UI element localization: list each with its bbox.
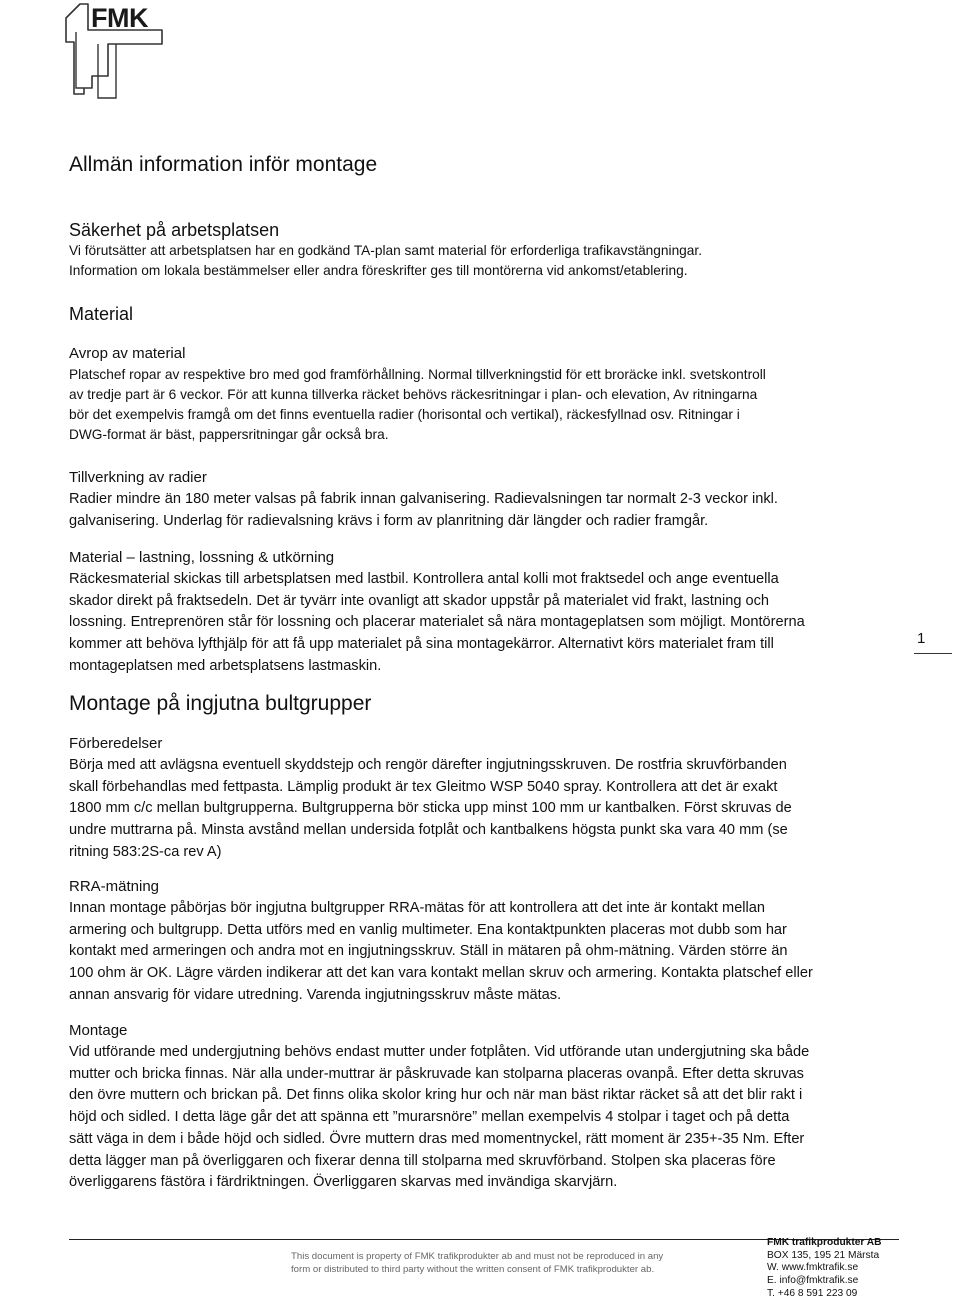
paragraph-line: DWG-format är bäst, pappersritningar går också bra.	[69, 427, 389, 442]
footer-contact	[767, 1237, 882, 1301]
paragraph-line: Innan montage påbörjas bör ingjutna bultgrupper RRA-mätas för att kontrollera att det inte är kontakt mellan	[69, 900, 766, 916]
subsection-title: Tillverkning av radier	[69, 469, 207, 486]
subsection-title: Avrop av material	[69, 345, 186, 362]
section-material	[69, 304, 899, 325]
company-address: BOX 135, 195 21 Märsta	[767, 1249, 880, 1261]
logo-text: FMK	[91, 3, 148, 33]
paragraph-line: bör det exempelvis framgå om det finns eventuella radier (horisontal och vertikal), räckesfyllnad osv. Ritningar i	[69, 407, 740, 422]
footer-disclaimer-line: form or distributed to third party without the written consent of FMK trafikprodukter ab.	[291, 1263, 655, 1275]
paragraph-line: Radier mindre än 180 meter valsas på fabrik innan galvanisering. Radievalsningen tar normalt 2-3 veckor inkl.	[69, 491, 778, 507]
page-number-underline	[914, 653, 952, 654]
section-sakerhet	[69, 220, 899, 281]
subsection-title: Förberedelser	[69, 735, 163, 752]
section-montage	[69, 1020, 899, 1194]
paragraph-line: kommer att behöva lyfthjälp för att få upp materialet på sina montagekärror. Alternativt körs materialet fram till	[69, 636, 774, 653]
paragraph-line: höjd och sidled. I detta läge går det att spänna ett ”murarsnöre” mellan exempelvis 4 stolpar i taget och på detta	[69, 1109, 790, 1126]
paragraph-line: Platschef ropar av respektive bro med god framförhållning. Normal tillverkningstid för ett broräcke inkl. svetskontroll	[69, 367, 766, 382]
section-forberedelser	[69, 733, 899, 864]
paragraph-line: Vid utförande med undergjutning behövs endast mutter under fotplåten. Vid utförande utan undergjutning ska både	[69, 1044, 810, 1060]
footer-disclaimer-line: This document is property of FMK trafikprodukter ab and must not be reproduced in any	[291, 1251, 664, 1262]
paragraph-line: den övre muttern och brickan på. Det finns olika skolor kring hur och när man bäst riktar räcket så att det blir rakt i	[69, 1087, 803, 1104]
subsection-title: Montage	[69, 1022, 128, 1039]
paragraph-line: sätt väga in dem i både höjd och sidled. Övre muttern dras med momentnyckel, rätt moment är 235+-35 Nm. Efter	[69, 1130, 805, 1147]
subsection-title: RRA-mätning	[69, 878, 160, 895]
paragraph-line: Information om lokala bestämmelser eller andra föreskrifter ges till montörerna vid ankomst/etablering.	[69, 263, 688, 278]
paragraph-line: skall förbehandlas med fettpasta. Lämplig produkt är tex Gleitmo WSP 5040 spray. Kontrollera att det är exakt	[69, 778, 778, 795]
section-lastning	[69, 547, 899, 678]
paragraph-line: Räckesmaterial skickas till arbetsplatsen med lastbil. Kontrollera antal kolli mot fraktsedel och ange eventuella	[69, 571, 779, 587]
paragraph-line: Vi förutsätter att arbetsplatsen har en godkänd TA-plan samt material för erforderliga trafikavstängningar.	[69, 243, 703, 258]
paragraph-line: armering och bultgrupp. Detta utförs med en vanlig multimeter. Ena kontaktpunkten placeras mot dubb som har	[69, 921, 787, 938]
section-tillverkning	[69, 467, 899, 532]
paragraph-line: av tredje part är 6 veckor. För att kunna tillverka räcket behövs räckesritningar i plan- och elevation, Av ritningarna	[69, 387, 758, 402]
footer-disclaimer	[291, 1251, 731, 1276]
page-number: 1	[917, 630, 926, 647]
paragraph-line: 100 ohm är OK. Lägre värden indikerar att det kan vara kontakt mellan skruv och armering. Kontakta platschef eller	[69, 965, 813, 982]
section-title: Säkerhet på arbetsplatsen	[69, 220, 280, 240]
company-phone: T. +46 8 591 223 09	[767, 1287, 858, 1299]
paragraph-line: Börja med att avlägsna eventuell skyddstejp och rengör därefter ingjutningsskruven. De rostfria skruvförbanden	[69, 757, 787, 773]
section-title: Material	[69, 304, 134, 324]
paragraph-line: lossning. Entreprenören står för lossning och placerar materialet så nära montageplatsen som möjligt. Montörerna	[69, 614, 805, 631]
paragraph-line: ritning 583:2S-ca rev A)	[69, 843, 222, 860]
paragraph-line: detta lägger man på överliggaren och fixerar denna till stolparna med skruvförband. Stolpen ska placeras före	[69, 1152, 776, 1169]
paragraph-line: annan ansvarig för vidare utredning. Varenda ingjutningsskruv måste mätas.	[69, 986, 562, 1003]
company-name: FMK trafikprodukter AB	[767, 1237, 882, 1248]
paragraph-line: undre muttrarna på. Minsta avstånd mellan undersida fotplåt och kantbalkens högsta punkt ska vara 40 mm (se	[69, 822, 788, 839]
paragraph-line: montageplatsen med arbetsplatsens lastmaskin.	[69, 657, 382, 674]
paragraph-line: galvanisering. Underlag för radievalsning krävs i form av planritning där längder och radier framgår.	[69, 512, 709, 529]
paragraph-line: mutter och bricka finnas. När alla under-muttrar är påskruvade kan stolparna placeras ovanpå. Efter detta skruvas	[69, 1065, 804, 1082]
paragraph-line: skador direkt på fraktsedeln. Det är tyvärr inte ovanligt att skador uppstår på materialet vid frakt, lastning och	[69, 592, 770, 609]
company-web-link[interactable]: W. www.fmktrafik.se	[767, 1262, 859, 1274]
section-avrop	[69, 343, 899, 445]
paragraph-line: kontakt med armeringen och andra mot en ingjutningsskruv. Ställ in mätaren på ohm-mätning. Värden större än	[69, 943, 788, 960]
section-main-title: Montage på ingjutna bultgrupper	[69, 692, 372, 715]
subsection-title: Material – lastning, lossning & utkörning	[69, 549, 335, 566]
paragraph-line: överliggarens fästöra i färdriktningen. Överliggaren skarvas med invändiga skarvjärn.	[69, 1174, 618, 1191]
paragraph-line: 1800 mm c/c mellan bultgrupperna. Bultgrupperna bör sticka upp minst 100 mm ur kantbalken. Först skruvas de	[69, 800, 792, 817]
section-rra	[69, 876, 899, 1007]
company-email-link[interactable]: E. info@fmktrafik.se	[767, 1275, 859, 1287]
page-title: Allmän information inför montage	[69, 153, 378, 176]
